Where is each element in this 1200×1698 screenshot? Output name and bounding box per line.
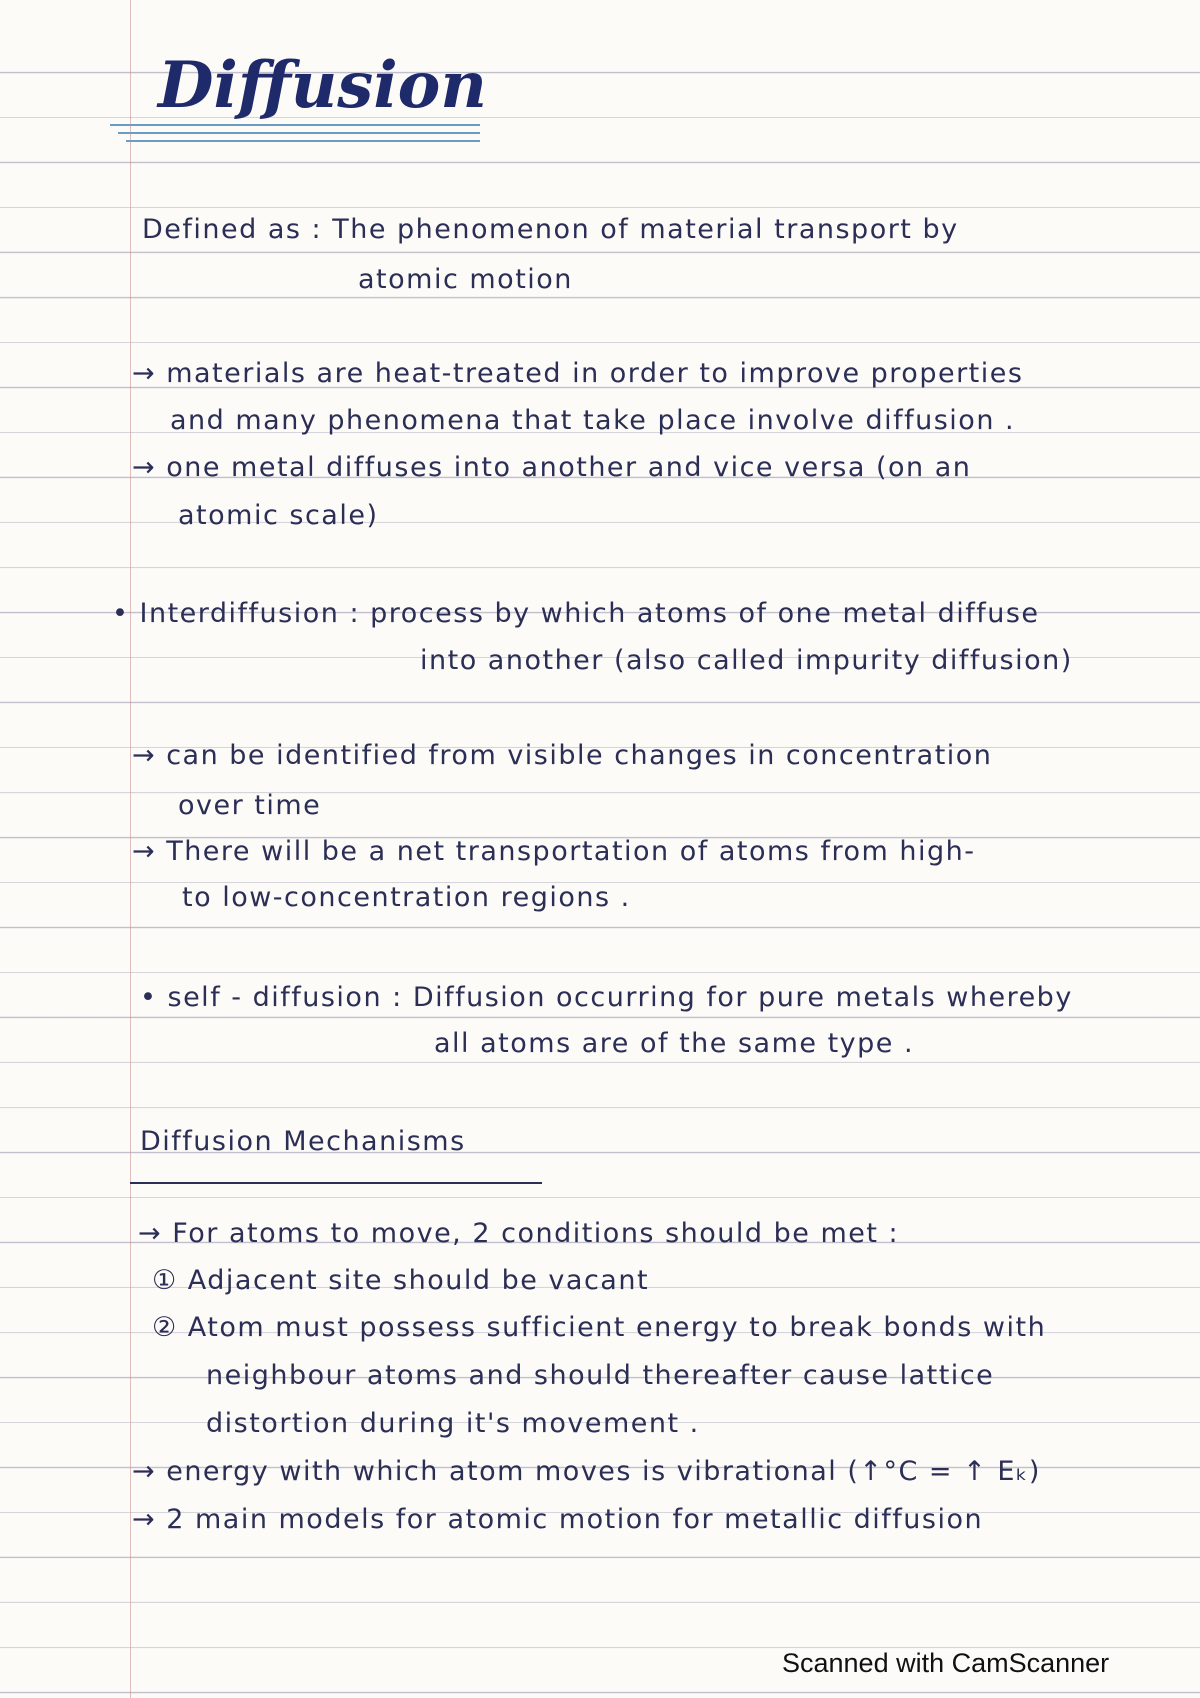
margin-line — [130, 0, 131, 1698]
note-line: over time — [178, 790, 322, 821]
interdiffusion-definition: into another (also called impurity diffusion) — [420, 645, 1073, 676]
title-underline — [110, 124, 480, 126]
heading-underline — [130, 1182, 542, 1184]
note-line: distortion during it's movement . — [206, 1408, 700, 1439]
note-line: → energy with which atom moves is vibrational (↑°C = ↑ Eₖ) — [132, 1456, 1041, 1487]
section-heading: Diffusion Mechanisms — [140, 1126, 466, 1157]
note-line: to low-concentration regions . — [182, 882, 631, 913]
note-line: → There will be a net transportation of atoms from high- — [132, 836, 976, 867]
title-underline — [118, 132, 480, 134]
self-diffusion-definition: • self - diffusion : Diffusion occurring for pure metals whereby — [140, 982, 1073, 1013]
note-line: ② Atom must possess sufficient energy to break bonds with — [152, 1312, 1047, 1343]
scanner-watermark: Scanned with CamScanner — [782, 1648, 1110, 1678]
title-underline — [126, 140, 480, 142]
note-line: neighbour atoms and should thereafter cause lattice — [206, 1360, 995, 1391]
note-line: → For atoms to move, 2 conditions should be met : — [138, 1218, 900, 1249]
interdiffusion-definition: • Interdiffusion : process by which atoms of one metal diffuse — [112, 598, 1040, 629]
note-line: and many phenomena that take place involve diffusion . — [170, 405, 1016, 436]
definition-line: Defined as : The phenomenon of material transport by — [142, 214, 959, 245]
note-line: ① Adjacent site should be vacant — [152, 1265, 650, 1296]
note-line: → materials are heat-treated in order to improve properties — [132, 358, 1024, 389]
self-diffusion-definition: all atoms are of the same type . — [434, 1028, 915, 1059]
note-line: atomic scale) — [178, 500, 379, 531]
definition-line: atomic motion — [358, 264, 573, 295]
note-line: → 2 main models for atomic motion for metallic diffusion — [132, 1504, 984, 1535]
note-line: → can be identified from visible changes in concentration — [132, 740, 993, 771]
page-title: Diffusion — [158, 48, 487, 123]
note-line: → one metal diffuses into another and vice versa (on an — [132, 452, 972, 483]
